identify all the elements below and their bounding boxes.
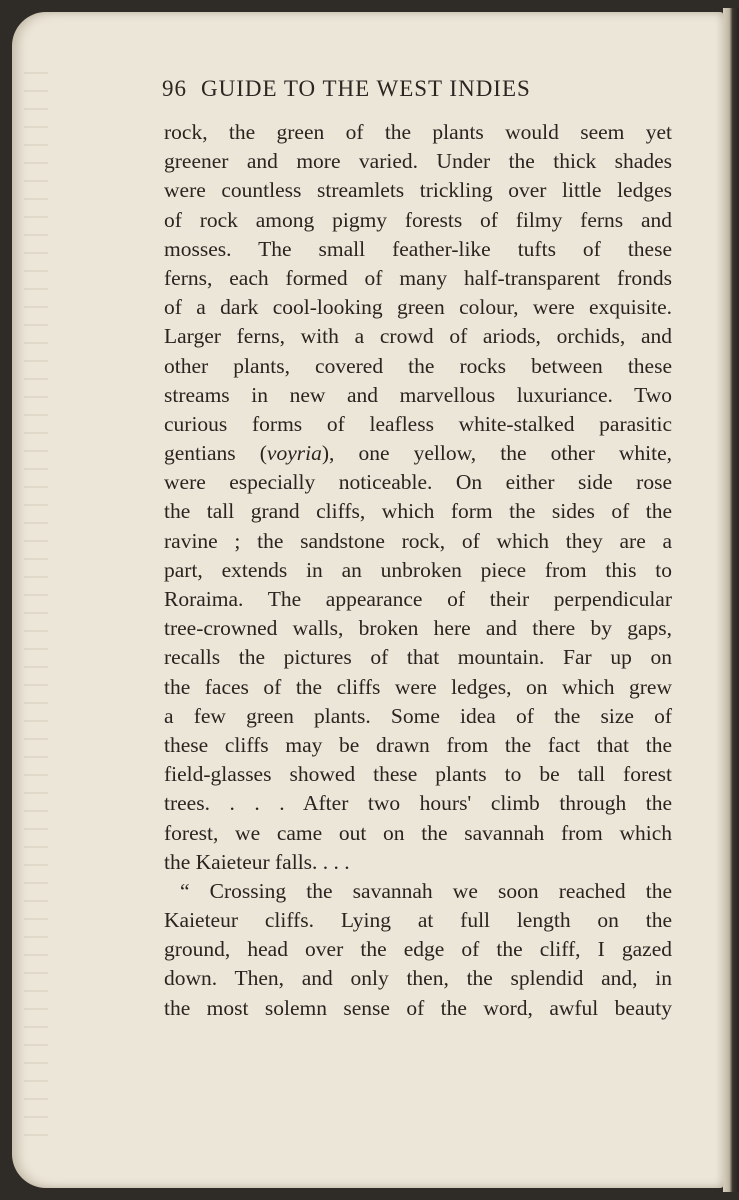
text-line: of a dark cool-looking green colour, were exquisite. <box>164 295 672 320</box>
italic-term: voyria <box>266 441 322 466</box>
text-line: streams in new and marvellous luxuriance. Two <box>164 382 672 407</box>
text-line: trees. . . . After two hours' climb through the <box>164 791 672 816</box>
text-line: were countless streamlets trickling over little ledges <box>164 178 672 203</box>
text-line: ground, head over the edge of the cliff, I gazed <box>164 937 672 962</box>
text-line: were especially noticeable. On either side rose <box>164 470 672 495</box>
text-line: the tall grand cliffs, which form the sides of the <box>164 499 672 524</box>
page-edge <box>723 8 739 1192</box>
text-line: Roraima. The appearance of their perpendicular <box>164 587 672 611</box>
text-line: the most solemn sense of the word, awful beauty <box>164 995 672 1020</box>
text-fragment: ), one yellow, the other white, <box>321 441 673 466</box>
body-text <box>164 118 672 1023</box>
text-line: tree-crowned walls, broken here and there by gaps, <box>164 616 672 641</box>
text-line: these cliffs may be drawn from the fact that the <box>164 732 672 757</box>
text-line: Larger ferns, with a crowd of ariods, orchids, and <box>164 324 672 349</box>
text-line: ravine ; the sandstone rock, of which they are a <box>164 528 672 553</box>
text-line: down. Then, and only then, the splendid and, in <box>164 966 672 991</box>
text-line: Kaieteur cliffs. Lying at full length on the <box>164 908 672 933</box>
text-fragment: gentians ( <box>164 441 267 466</box>
text-line: field-glasses showed these plants to be tall forest <box>164 762 672 787</box>
text-line: mosses. The small feather-like tufts of these <box>164 236 672 261</box>
page-number: 96 <box>162 76 187 101</box>
text-line-with-italic <box>164 439 672 468</box>
text-line: greener and more varied. Under the thick shades <box>164 149 672 174</box>
text-line: forest, we came out on the savannah from which <box>164 820 672 845</box>
running-head <box>162 76 622 102</box>
text-line: of rock among pigmy forests of filmy ferns and <box>164 207 672 232</box>
text-line: the faces of the cliffs were ledges, on which grew <box>164 674 672 699</box>
text-line: recalls the pictures of that mountain. Far up on <box>164 645 672 670</box>
page-gutter <box>24 72 48 1152</box>
text-line: the Kaieteur falls. . . . <box>164 849 350 874</box>
text-line: a few green plants. Some idea of the size of <box>164 703 672 728</box>
text-line: curious forms of leafless white-stalked parasitic <box>164 411 672 436</box>
text-line: ferns, each formed of many half-transparent fronds <box>164 265 672 290</box>
text-line: “ Crossing the savannah we soon reached the <box>180 878 672 903</box>
text-line: part, extends in an unbroken piece from this to <box>164 557 672 582</box>
text-line: rock, the green of the plants would seem yet <box>164 120 672 144</box>
text-line: other plants, covered the rocks between these <box>164 353 672 378</box>
running-title: GUIDE TO THE WEST INDIES <box>201 76 531 101</box>
